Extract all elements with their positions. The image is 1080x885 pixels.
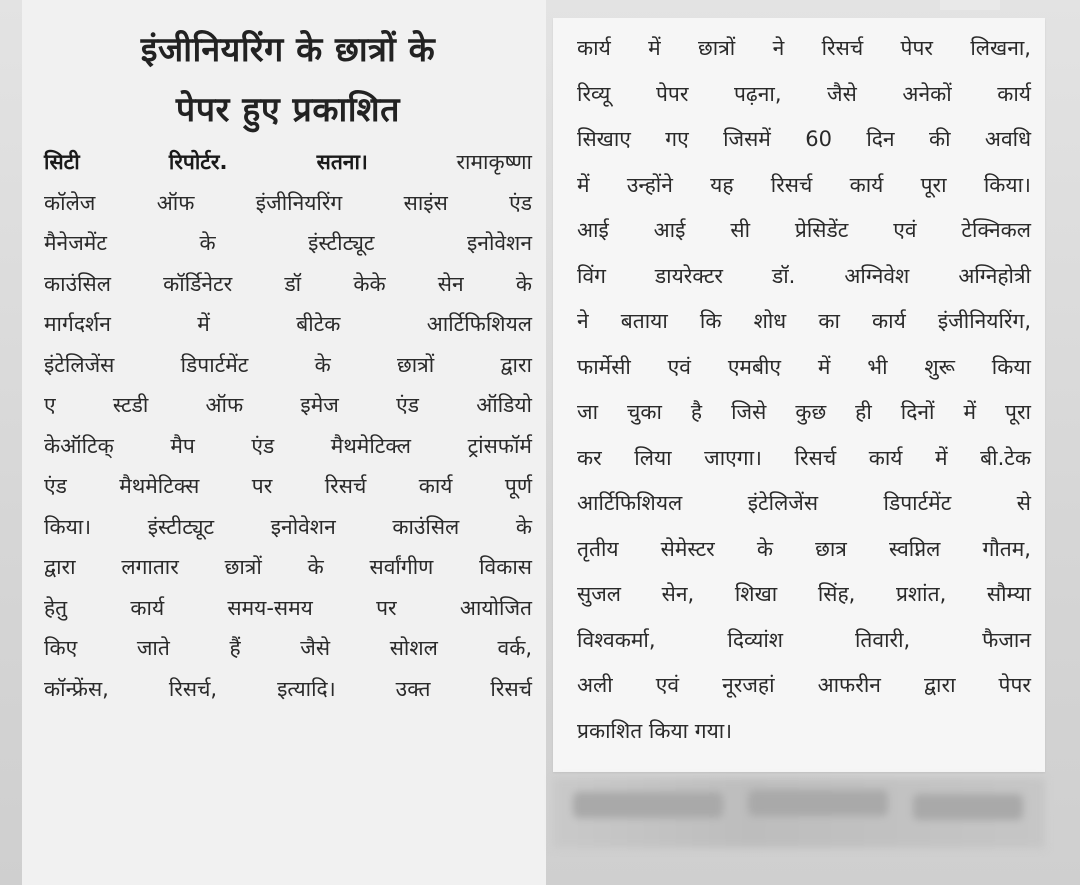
cut-off-text-fragment: [22, 856, 546, 870]
body-line: मार्गदर्शन में बीटेक आर्टिफिशियल: [44, 312, 532, 336]
body-line: इंटेलिजेंस डिपार्टमेंट के छात्रों द्वारा: [44, 352, 532, 377]
body-line: रिव्यू पेपर पढ़ना, जैसे अनेकों कार्य: [577, 81, 1031, 106]
body-line: विंग डायरेक्टर डॉ. अग्निवेश अग्निहोत्री: [577, 263, 1031, 288]
body-line: कॉलेज ऑफ इंजीनियरिंग साइंस एंड: [44, 190, 532, 215]
blurred-block: [913, 794, 1023, 820]
body-line: द्वारा लगातार छात्रों के सर्वांगीण विकास: [44, 555, 532, 579]
body-line: विश्वकर्मा, दिव्यांश तिवारी, फैजान: [577, 627, 1031, 652]
body-line: आई आई सी प्रेसिडेंट एवं टेक्निकल: [577, 218, 1031, 242]
body-line: कॉन्फ्रेंस, रिसर्च, इत्यादि। उक्त रिसर्च: [44, 676, 532, 701]
dateline: सिटी रिपोर्टर. सतना।: [44, 150, 368, 174]
body-line: फार्मेसी एवं एमबीए में भी शुरू किया: [577, 354, 1031, 379]
body-line: कर लिया जाएगा। रिसर्च कार्य में बी.टेक: [577, 445, 1031, 470]
body-line: जा चुका है जिसे कुछ ही दिनों में पूरा: [577, 400, 1031, 424]
body-line: सुजल सेन, शिखा सिंह, प्रशांत, सौम्या: [577, 582, 1031, 606]
headline: [44, 20, 532, 140]
body-line: किया। इंस्टीट्यूट इनोवेशन काउंसिल के: [44, 514, 532, 539]
body-line: ने बताया कि शोध का कार्य इंजीनियरिंग,: [577, 309, 1031, 333]
body-line: आर्टिफिशियल इंटेलिजेंस डिपार्टमेंट से: [577, 491, 1031, 515]
body-line: सिखाए गए जिसमें 60 दिन की अवधि: [577, 127, 1031, 151]
body-line: काउंसिल कॉर्डिनेटर डॉ केके सेन के: [44, 271, 532, 296]
blurred-block: [573, 792, 723, 818]
dateline-line: [44, 142, 532, 183]
newspaper-clipping-right: [553, 18, 1045, 772]
body-line: अली एवं नूरजहां आफरीन द्वारा पेपर: [577, 673, 1031, 697]
top-edge-strip: [940, 0, 1000, 10]
body-line-final: प्रकाशित किया गया।: [577, 718, 733, 743]
headline-line-2: पेपर हुए प्रकाशित: [175, 90, 401, 130]
body-line: मैनेजमेंट के इंस्टीट्यूट इनोवेशन: [44, 231, 532, 255]
body-line: ए स्टडी ऑफ इमेज एंड ऑडियो: [44, 393, 532, 417]
body-line: तृतीय सेमेस्टर के छात्र स्वप्निल गौतम,: [577, 536, 1031, 561]
blurred-region: [553, 778, 1045, 848]
headline-line-1: इंजीनियरिंग के छात्रों के: [140, 30, 436, 70]
blurred-block: [748, 790, 888, 816]
body-line: एंड मैथमेटिक्स पर रिसर्च कार्य पूर्ण: [44, 474, 532, 498]
body-line: कार्य में छात्रों ने रिसर्च पेपर लिखना,: [577, 36, 1031, 60]
body-line: केऑटिक् मैप एंड मैथमेटिक्ल ट्रांसफॉर्म: [44, 433, 532, 458]
body-line: किए जाते हैं जैसे सोशल वर्क,: [44, 636, 532, 660]
newspaper-clipping-left: [22, 0, 546, 885]
body-line: हेतु कार्य समय-समय पर आयोजित: [44, 595, 532, 620]
body-text-fragment: रामाकृष्णा: [456, 150, 532, 174]
body-line: में उन्होंने यह रिसर्च कार्य पूरा किया।: [577, 172, 1031, 197]
